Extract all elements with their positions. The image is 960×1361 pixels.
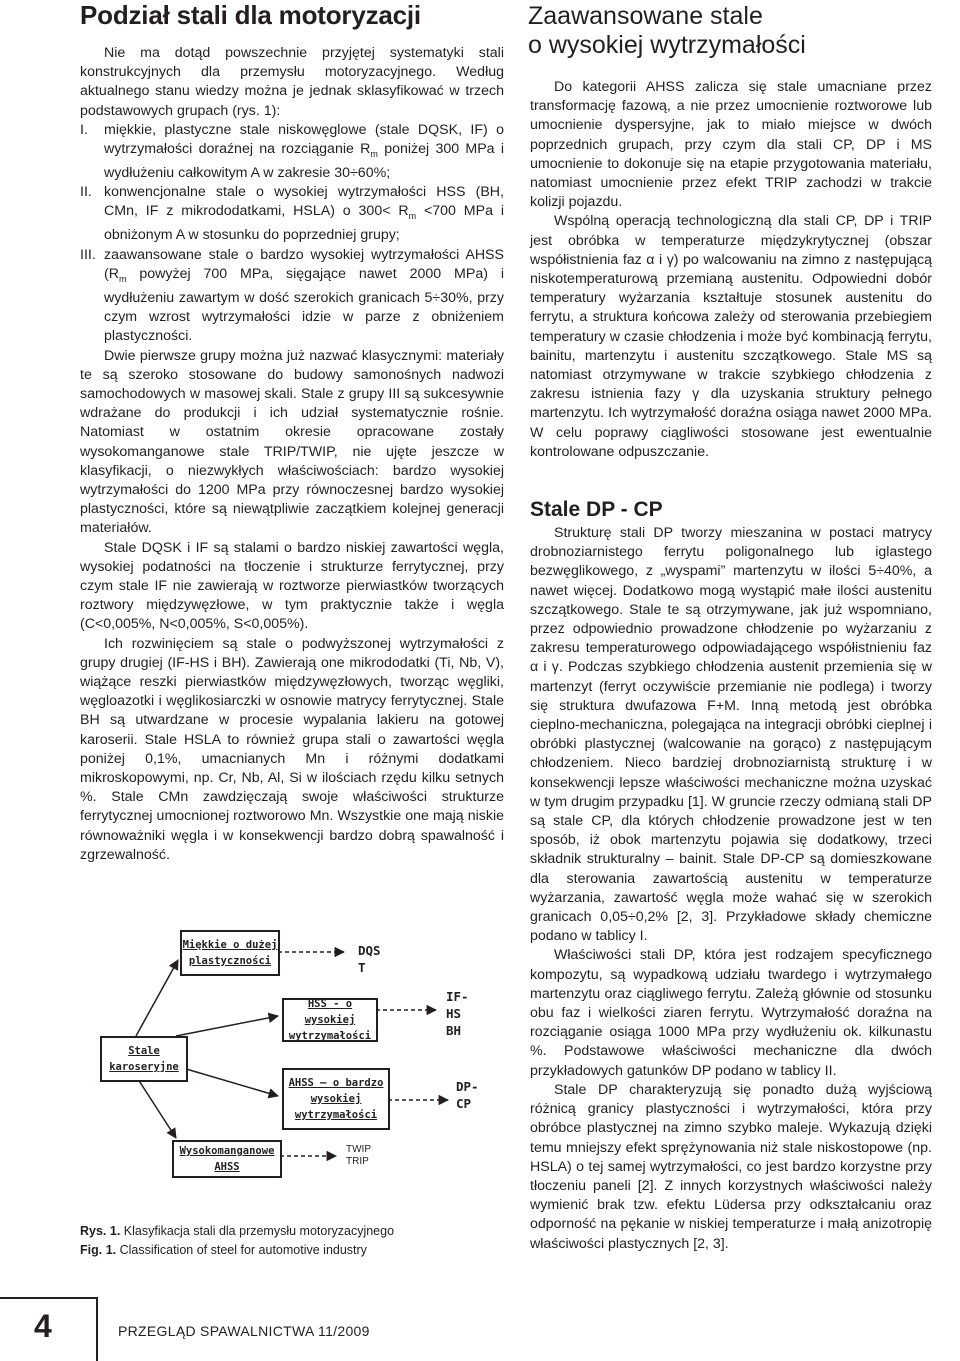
connector-arrow [136, 1076, 176, 1138]
box-high-manganese: Wysokomanganowe AHSS [172, 1140, 282, 1178]
body-paragraph: Stale DP charakteryzują się ponadto dużą wyjściową różnicą granicy plastyczności i wytrzymałości, która przy obróbce plastycznej na zimno szybko maleje. Wykazują dzięki temu mniejszy efekt sprężynowania niż stale niskostopowe (np. HSLA) o tej samej wytrzymałości, co jest bardzo korzystne przy tłoczeniu paneli [2]. Z innych korzystnych właściwości należy wymienić brak tzw. efektu Lüdersa przy odkształcaniu oraz odporność na pękanie w niskiej temperaturze i małą anizotropię właściwości plastycznych [2, 3]. [530, 1081, 932, 1252]
label-dqst: DQS T [358, 943, 381, 975]
connector-arrow [176, 1066, 278, 1096]
label-twip-trip: TWIP TRIP [346, 1144, 371, 1167]
caption-text-pl: Klasyfikacja stali dla przemysłu motoryzacyjnego [120, 1224, 395, 1238]
right-column-text-2 [530, 524, 932, 1254]
caption-label-pl: Rys. 1. [80, 1224, 121, 1238]
list-text: <700 MPa i obniżonym A w stosunku do poprzedniej grupy; [104, 203, 505, 244]
body-paragraph: Wspólną operacją technologiczną dla stali CP, DP i TRIP jest obróbka w temperaturze międzykrytycznej (obszar współistnienia faz α i γ) po walcowaniu na zimno z następującą niskotemperaturową przemianą austenitu. Odpowiedni dobór temperatury wyżarzania kształtuje stosunek austenitu do ferrytu, a struktura końcowa zależy od sterowania przebiegiem temperatury w czasie chłodzenia i może być kombinacją ferrytu, bainitu, martenzytu i austenitu szczątkowego. Stale MS są natomiast otrzymywane w trakcie szybkiego chłodzenia z zakresu istnienia fazy γ dla uzyskania struktury pełnego martenzytu. Ich wytrzymałość doraźna osiąga nawet 2000 MPa. W celu poprawy ciągliwości stosowane jest ewentualnie kontrolowane odpuszczanie. [530, 213, 932, 460]
label-dp-cp: DP- CP [456, 1079, 479, 1111]
body-paragraph: Strukturę stali DP tworzy mieszanina w postaci matrycy drobnoziarnistego ferrytu poligonalnego lub iglastego bezwęglikowego, z „wyspami” martenzytu w ilości 5÷40%, a nawet więcej. Dodatkowo mogą wystąpić małe ilości austenitu szczątkowego. Stale te są otrzymywane, jak już wspomniano, przez odpowiednio prowadzone chłodzenie po wyżarzaniu z zakresu temperaturowego odpowiadającego współistnieniu faz α i γ. Podczas szybkiego chłodzenia austenit przemienia się w martenzyt (ferryt oczywiście przemianie nie podlega) i tworzy się struktura dwufazowa F+M. Inną metodą jest obróbka cieplno-mechaniczna, polegająca na integracji obróbki cieplnej i obróbki plastycznej (walcowanie na gorąco) z następującym chłodzeniem. Nieco bardziej drobnoziarnistą strukturę i w konsekwencji lepsze właściwości mechaniczne można uzyskać w tym drugim przypadku [1]. W gruncie rzeczy odmianą stali DP są stale CP, dla których chłodzenie prowadzone jest w ten sposób, iż obok martenzytu pojawia się dodatkowy, trzeci składnik strukturalny – bainit. Stale DP-CP są domieszkowane dla sterowania zawartością austenitu w temperaturze wyżarzania, zawartość węgla może wahać się w szerokich granicach 0,05÷0,2% [2, 3]. Przykładowe składy chemiczne podano w tablicy I. [530, 525, 932, 945]
connector-arrow [136, 960, 178, 1036]
connector-arrow [176, 1016, 278, 1036]
right-section-title: Zaawansowane stale o wysokiej wytrzymałości [528, 2, 806, 59]
subscript: m [118, 273, 127, 284]
subscript: m [408, 211, 417, 222]
box-ahss: AHSS – o bardzo wysokiej wytrzymałości [282, 1068, 390, 1130]
list-text: konwencjonalne stale o wysokiej wytrzymałości HSS (BH, CMn, IF z mikrododatkami, HSLA) o 300< R [104, 184, 504, 220]
list-item [80, 246, 504, 347]
caption-text-en: Classification of steel for automotive industry [116, 1243, 367, 1257]
body-paragraph: Ich rozwinięciem są stale o podwyższonej wytrzymałości z grupy drugiej (IF-HS i BH). Zawierają one mikrododatki (Ti, Nb, V), wiążące reszki pierwiastków międzywęzłowych, tworząc węgliki, węgloazotki i węglikosiarczki w osnowie matrycy ferrytycznej. Stale BH są utwardzane w procesie wypalania lakieru na gotowej karoserii. Stale HSLA to również grupa stali o zawartości węgla poniżej 0,1%, umacnianych Mn i różnymi dodatkami mikroskopowymi, np. Cr, Nb, Al, Si w ilościach rzędu kilku setnych %. Stale CMn zawdzięczają swoje właściwości strukturze ferrytycznej umocnionej roztworowo Mn. Wszystkie one mają niskie równoważniki węgla i w konsekwencji bardzo dobrą spawalność i zgrzewalność. [80, 635, 504, 863]
list-number: II. [80, 184, 92, 201]
journal-name: PRZEGLĄD SPAWALNICTWA 11/2009 [118, 1323, 370, 1339]
body-paragraph: Do kategorii AHSS zalicza się stale umacniane przez transformację fazową, a nie przez umocnienie roztworowe lub umocnienie dyspersyjne, jak to miało miejsce w dwóch poprzednich grupach, przy czym dla stali CP, DP i MS umocnienie to dokonuje się na etapie przygotowania materiału, natomiast umocnienie przez efekt TRIP zachodzi w trakcie kolizji pojazdu. [530, 79, 932, 211]
body-paragraph: Właściwości stali DP, która jest rodzajem specyficznego kompozytu, są wypadkową udziału twardego i wytrzymałego martenzytu oraz ciągliwego ferrytu. Zależą głównie od stosunku obu faz i wielkości ziaren ferrytu. Wytrzymałość doraźna na rozciąganie osiąga 1000 MPa przy wydłużeniu ok. kilkunastu %. Podstawowe właściwości mechaniczne dla dwóch przykładowych gatunków DP podano w tablicy II. [530, 947, 932, 1079]
list-text: miękkie, plastyczne stale niskowęglowe (stale DQSK, IF) o wytrzymałości doraźnej na rozciąganie R [104, 121, 504, 158]
right-column-text [530, 78, 932, 462]
footer-rule [0, 1297, 96, 1299]
list-text: powyżej 700 MPa, sięgające nawet 2000 MPa) i wydłużeniu zawartym w dość szerokich granicach 5÷30%, przy czym wzrost wytrzymałości idzie w parze z obniżeniem plastyczności. [104, 265, 504, 345]
list-item [80, 121, 504, 183]
list-text: poniżej 300 MPa i wydłużeniu całkowitym A w zakresie 30÷60%; [104, 141, 504, 182]
list-number: I. [80, 121, 88, 138]
footer-divider [96, 1297, 98, 1361]
page-title: Podział stali dla motoryzacji [80, 0, 421, 30]
caption-label-en: Fig. 1. [80, 1243, 117, 1257]
subscript: m [370, 148, 378, 159]
page-number: 4 [34, 1308, 52, 1344]
box-soft-steel: Miękkie o dużej plastyczności [180, 930, 280, 976]
body-paragraph: Stale DQSK i IF są stalami o bardzo niskiej zawartości węgla, wysokiej podatności na tłoczenie i strukturze ferrytycznej, przy czym stale IF nie zawierają w roztworze pierwiastków tworzących roztwory międzywęzłowe, w tym praktycznie także i węgla (C<0,005%, N<0,005%, S<0,005%). [80, 539, 504, 633]
figure-classification-diagram [96, 918, 496, 1178]
figure-caption [80, 1222, 394, 1260]
left-column-text [80, 44, 504, 865]
list-number: III. [80, 246, 96, 263]
body-paragraph: Dwie pierwsze grupy można już nazwać klasycznymi: materiały te są szeroko stosowane do budowy samonośnych nadwozi samochodowych w masowej skali. Stale z grupy III są sukcesywnie wdrażane do produkcji i ich udział systematycznie rośnie. Natomiast w ostatnim okresie opracowane zostały wysokomanganowe stale TRIP/TWIP, nie ujęte jeszcze w klasyfikacji, o niezwykłych właściwościach: bardzo wysokiej wytrzymałości do 1200 MPa przy równoczesnej bardzo wysokiej plastyczności, które są niewątpliwie zaczątkiem kolejnej generacji materiałów. [80, 347, 504, 537]
box-body-steel: Stale karoseryjne [100, 1036, 188, 1082]
section-heading-dp-cp: Stale DP - CP [530, 498, 663, 521]
list-item [80, 183, 504, 245]
intro-paragraph: Nie ma dotąd powszechnie przyjętej systematyki stali konstrukcyjnych dla przemysłu motoryzacyjnego. Według aktualnego stanu wiedzy można je jednak sklasyfikować w trzech podstawowych grupach (rys. 1): [80, 45, 504, 119]
box-hss: HSS - o wysokiej wytrzymałości [282, 998, 378, 1042]
list-text: zaawansowane stale o bardzo wysokiej wytrzymałości AHSS (R [104, 246, 504, 282]
label-ifhs-bh: IF- HS BH [446, 989, 469, 1038]
